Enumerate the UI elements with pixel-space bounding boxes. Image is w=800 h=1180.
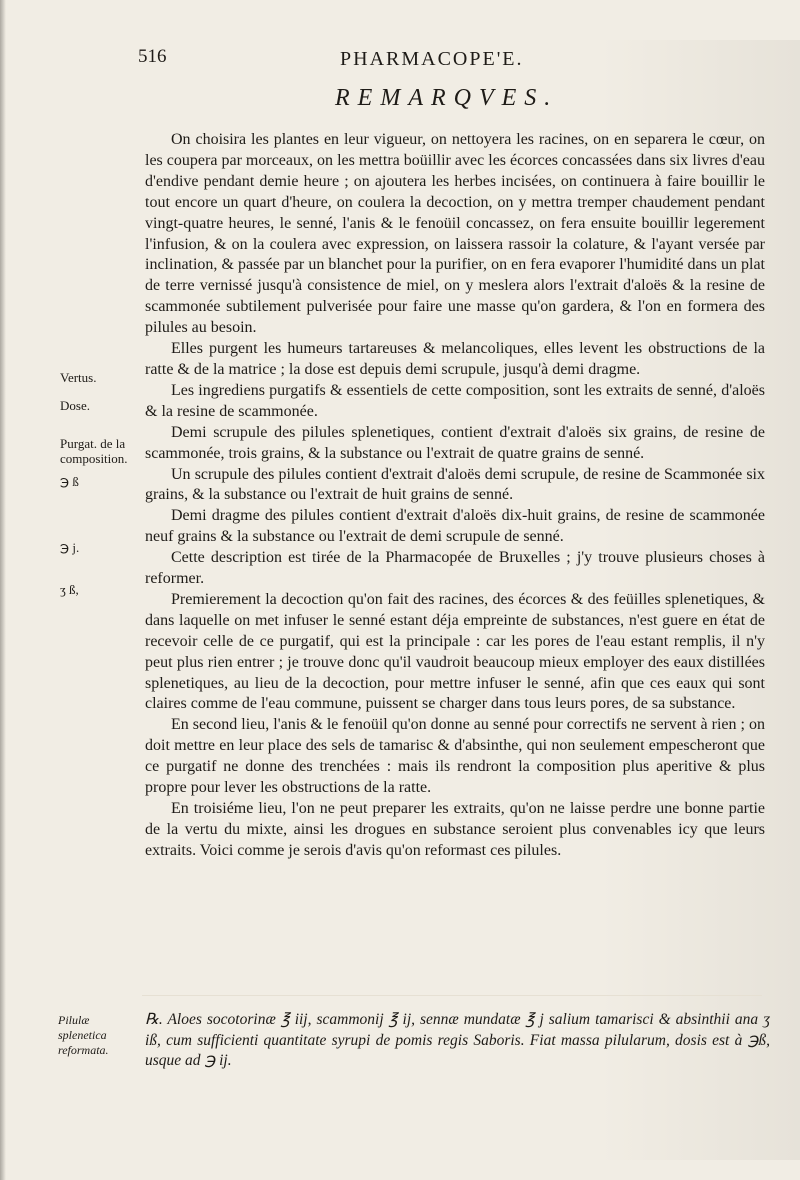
section-title: REMARQVES. xyxy=(335,85,559,111)
recipe-side-note: Pilulæ splenetica reformata. xyxy=(58,1013,109,1057)
paragraph: Demi dragme des pilules contient d'extrait d'aloës dix-huit grains, de resine de scammonée neuf grains & la substance ou l'extrait de demi scrupule de senné. xyxy=(145,507,765,546)
margin-note-demi-dragme: ʒ ß, xyxy=(60,582,79,597)
paragraph: En troisiéme lieu, l'on ne peut preparer les extraits, qu'on ne laisse perdre une bonne partie de la vertu du mixte, ainsi les drogues en substance seroient plus convenables icy que leurs extraits. Voici comme je serois d'avis qu'on reformast ces pilules. xyxy=(145,800,765,859)
recipe-text: ℞. Aloes socotorinæ ℥ iij, scammonij ℥ ij, sennæ mundatæ ℥ j salium tamarisci & absinthii ana ʒ iß, cum sufficienti quantitate syrupi de pomis regis Saboris. Fiat massa pilularum, dosis est à ℈ß, usque ad ℈ ij. xyxy=(145,1011,770,1069)
paragraph: Cette description est tirée de la Pharmacopée de Bruxelles ; j'y trouve plusieurs choses à reformer. xyxy=(145,549,765,588)
paragraph: Premierement la decoction qu'on fait des racines, des écorces & des feüilles splenetiques, & dans laquelle on met infuser le senné estant déja empreinte de substances, n'est guere en état de recevoir celle de ce purgatif, qui est la principale : car les pores de l'eau estant remplis, il n'y peut plus rien entrer ; je trouve donc qu'il vaudroit beaucoup mieux employer des eaux distillées splenetiques, au lieu de la decoction, pour mettre infuser le senné, afin que ces eaux qui sont claires comme de l'eau commune, puissent se charger dans tous leurs pores, de sa substance. xyxy=(145,590,765,713)
paragraph: Un scrupule des pilules contient d'extrait d'aloës demi scrupule, de resine de Scammonée six grains, & la substance ou l'extrait de huit grains de senné. xyxy=(145,465,765,504)
margin-note-demi-scrupule: ℈ ß xyxy=(60,474,79,489)
running-title: PHARMACOPE'E. xyxy=(340,48,524,70)
paragraph: Elles purgent les humeurs tartareuses & melancoliques, elles levent les obstructions de la ratte & de la matrice ; la dose est depuis demi scrupule, jusqu'à demi dragme. xyxy=(145,340,765,378)
paragraph: Les ingrediens purgatifs & essentiels de cette composition, sont les extraits de senné, d'aloës & la resine de scammonée. xyxy=(145,381,765,420)
page-number: 516 xyxy=(138,46,167,67)
separator xyxy=(142,995,762,996)
main-text xyxy=(145,130,765,862)
margin-note-purgative: Purgat. de la composition. xyxy=(60,436,128,466)
paragraph: On choisira les plantes en leur vigueur, on nettoyera les racines, on en separera le cœur, on les coupera par morceaux, on les mettra boüillir avec les écorces concassées dans six livres d'eau d'endive pendant demie heure ; on ajoutera les herbes incisées, on continuera à faire bouillir le tout encore un quart d'heure, on coulera la decoction, on y mettra tremper chaudement pendant vingt-quatre heures, le senné, l'anis & le fenoüil concassez, on fera ensuite bouillir legerement l'infusion, & on la coulera avec expression, on laissera rassoir la colature, & l'ayant versée par inclination, & passée par un blanchet pour la purifier, on en fera evaporer l'humidité dans un plat de terre vernissé jusqu'à consistence de miel, on y meslera alors l'extrait d'aloës & la resine de scammonée subtilement pulverisée pour faire une masse qu'on gardera, & l'on en formera des pilules au besoin. xyxy=(145,131,765,337)
gutter-shadow xyxy=(0,0,6,1180)
paragraph: En second lieu, l'anis & le fenoüil qu'on donne au senné pour correctifs ne servent à rien ; on doit mettre en leur place des sels de tamarisc & d'absinthe, qui non seulement empescheront que ce purgatif ne donne des trenchées : mais ils rendront la composition plus aperitive & plus propre pour lever les obstructions de la ratte. xyxy=(145,716,765,797)
margin-note-vertus: Vertus. xyxy=(60,370,97,385)
margin-note-scrupule: ℈ j. xyxy=(60,540,80,555)
margin-note-dose: Dose. xyxy=(60,398,90,413)
paragraph: Demi scrupule des pilules splenetiques, contient d'extrait d'aloës six grains, de resine de scammonée, trois grains, & la substance ou l'extrait de quatre grains de senné. xyxy=(145,423,765,462)
